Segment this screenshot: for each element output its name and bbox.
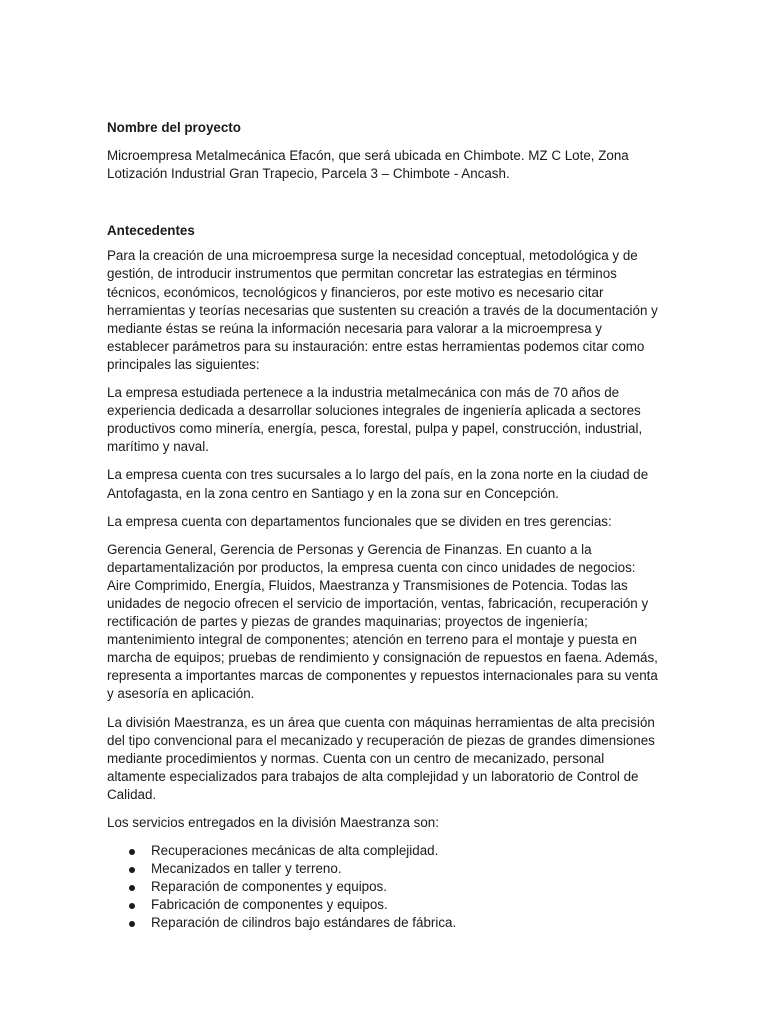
background-paragraph: La empresa cuenta con departamentos funcionales que se dividen en tres gerencias: (107, 513, 612, 529)
bullet-icon (129, 921, 135, 927)
background-heading: Antecedentes (107, 223, 195, 239)
background-paragraph: La división Maestranza, es un área que cuenta con máquinas herramientas de alta precisión del tipo convencional para el mecanizado y recuperación de piezas de grandes dimensiones mediante procedimientos y normas. Cuenta con un centro de mecanizado, personal altamente especializados para trabajos de alta complejidad y un laboratorio de Control de Calidad. (107, 714, 655, 802)
background-paragraph: Los servicios entregados en la división Maestranza son: (107, 815, 439, 830)
list-item-text: Reparación de cilindros bajo estándares de fábrica. (151, 915, 457, 931)
background-paragraph: La empresa cuenta con tres sucursales a lo largo del país, en la zona norte en la ciudad de Antofagasta, en la zona centro en Santiago y en la zona sur en Concepción. (107, 467, 649, 501)
background-paragraph: La empresa estudiada pertenece a la industria metalmecánica con más de 70 años de experiencia dedicada a desarrollar soluciones integrales de ingeniería aplicada a sectores productivos como minería, energía, pesca, forestal, pulpa y papel, construcción, industrial, marítimo y naval. (107, 385, 643, 455)
list-item (107, 878, 660, 896)
list-item-text: Recuperaciones mecánicas de alta complejidad. (151, 843, 439, 859)
bullet-icon (129, 885, 135, 891)
bullet-icon (129, 849, 135, 855)
list-item-text: Fabricación de componentes y equipos. (151, 897, 388, 913)
list-item (107, 896, 660, 914)
services-list (107, 842, 660, 932)
list-item-text: Reparación de componentes y equipos. (151, 879, 387, 895)
document-page (107, 119, 660, 933)
list-item (107, 914, 660, 932)
list-item-text: Mecanizados en taller y terreno. (151, 861, 342, 877)
background-paragraph: Para la creación de una microempresa surge la necesidad conceptual, metodológica y de gestión, de introducir instrumentos que permitan concretar las estrategias en términos técnicos, económicos, tecnológicos y financieros, por este motivo es necesario citar herramientas y teorías necesarias que sustenten su creación a través de la documentación y mediante éstas se reúna la información necesaria para valorar a la microempresa y establecer parámetros para su instauración: entre estas herramientas podemos citar como principales las siguientes: (107, 248, 658, 372)
background-paragraph: Gerencia General, Gerencia de Personas y Gerencia de Finanzas. En cuanto a la departamentalización por productos, la empresa cuenta con cinco unidades de negocios: Aire Comprimido, Energía, Fluidos, Maestranza y Transmisiones de Potencia. Todas las unidades de negocio ofrecen el servicio de importación, ventas, fabricación, recuperación y rectificación de partes y piezas de grandes maquinarias; proyectos de ingeniería; mantenimiento integral de componentes; atención en terreno para el montaje y puesta en marcha de equipos; pruebas de rendimiento y consignación de repuestos en faena. Además, representa a importantes marcas de componentes y repuestos internacionales para su venta y asesoría en aplicación. (107, 541, 658, 702)
project-name-text: Microempresa Metalmecánica Efacón, que será ubicada en Chimbote. MZ C Lote, Zona Lotización Industrial Gran Trapecio, Parcela 3 – Chimbote - Ancash. (107, 148, 629, 182)
list-item (107, 860, 660, 878)
project-name-heading: Nombre del proyecto (107, 120, 241, 135)
bullet-icon (129, 903, 135, 909)
list-item (107, 842, 660, 860)
bullet-icon (129, 867, 135, 873)
